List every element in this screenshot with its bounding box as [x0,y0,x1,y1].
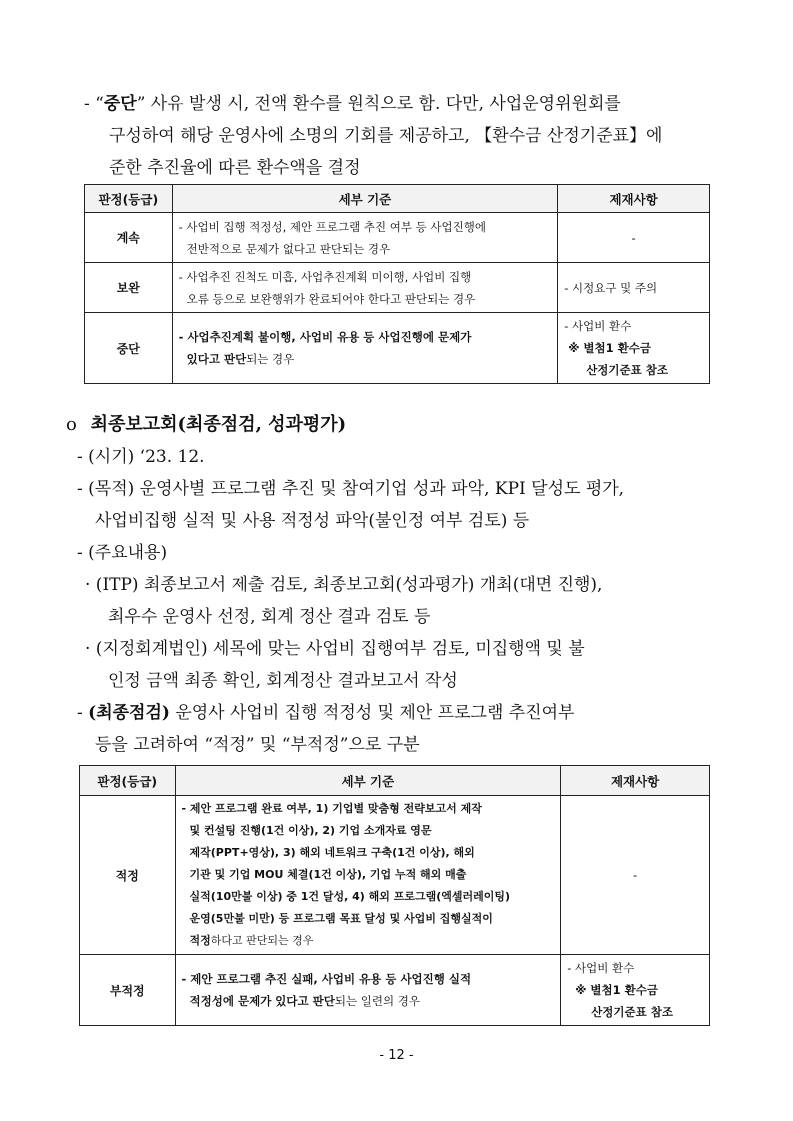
table-row [85,263,710,313]
header-sanction: 제재사항 [561,766,710,796]
grade-cell: 중단 [85,313,173,384]
header-grade: 판정(등급) [80,766,176,796]
accounting-line-2: 인정 금액 최종 확인, 회계정산 결과보고서 작성 [108,671,458,691]
section-bullet: o [66,414,77,435]
header-grade: 판정(등급) [85,185,173,213]
final-check-line-1: - (최종점검) 운영사 사업비 집행 적정성 및 제안 프로그램 추진여부 [77,703,575,723]
grade-table-1-header [85,185,710,213]
header-sanction: 제재사항 [558,185,710,213]
criteria-cell: - 사업추진계획 불이행, 사업비 유용 등 사업진행에 문제가 있다고 판단되는 경우 [172,313,558,384]
page-number: - 12 - [379,1048,414,1063]
table-row [80,955,710,1026]
grade-cell: 계속 [85,213,173,263]
accounting-line-1: · (지정회계법인) 세목에 맞는 사업비 집행여부 검토, 미집행액 및 불 [85,639,585,659]
final-check-line-2: 등을 고려하여 “적정” 및 “부적정”으로 구분 [95,735,420,755]
sanction-cell: - [558,213,710,263]
itp-line-1: · (ITP) 최종보고서 제출 검토, 최종보고회(성과평가) 개최(대면 진행), [85,575,603,595]
intro-line-2: 구성하여 해당 운영사에 소명의 기회를 제공하고, 【환수금 산정기준표】에 [109,126,663,146]
sanction-cell: - 사업비 환수 ※ 별첨1 환수금 산정기준표 참조 [561,955,710,1026]
content-line: - (주요내용) [77,543,168,563]
itp-line-2: 최우수 운영사 선정, 회계 정산 결과 검토 등 [108,607,431,627]
section-heading [66,414,346,436]
header-criteria: 세부 기준 [175,766,561,796]
sanction-cell: - 사업비 환수 ※ 별첨1 환수금 산정기준표 참조 [558,313,710,384]
criteria-cell: - 제안 프로그램 완료 여부, 1) 기업별 맞춤형 전략보고서 제작 및 컨설팅 진행(1건 이상), 2) 기업 소개자료 영문 제작(PPT+영상), 3) 해외 네트워크 구축(1건 이상), 해외 기관 및 기업 MOU 체결(1건 이상), 기업 누적 해외 매출 실적(10만불 이상) 중 1건 달성, 4) 해외 프로그램(엑셀러레이팅) 운영(5만불 미만) 등 프로그램 목표 달성 및 사업비 집행실적이 적정하다고 판단되는 경우 [175,796,561,955]
grade-table-2-header [80,766,710,796]
intro-line-3: 준한 추진율에 따른 환수액을 결정 [109,158,361,178]
purpose-line-1: - (목적) 운영사별 프로그램 추진 및 참여기업 성과 파악, KPI 달성도 평가, [77,479,625,499]
intro-stop-keyword: 중단 [103,94,137,114]
timing-line: - (시기) ‘23. 12. [77,447,205,467]
grade-table-2 [79,765,710,1026]
intro-line-1: - “중단” 사유 발생 시, 전액 환수를 원칙으로 함. 다만, 사업운영위원회를 [84,94,621,114]
criteria-cell: - 사업비 집행 적정성, 제안 프로그램 추진 여부 등 사업진행에 전반적으로 문제가 없다고 판단되는 경우 [172,213,558,263]
grade-cell: 부적정 [80,955,176,1026]
grade-cell: 보완 [85,263,173,313]
table-row [85,313,710,384]
sanction-cell: - 시정요구 및 주의 [558,263,710,313]
sanction-cell: - [561,796,710,955]
table-row [85,213,710,263]
final-check-keyword: (최종점검) [88,703,170,723]
purpose-line-2: 사업비집행 실적 및 사용 적정성 파악(불인정 여부 검토) 등 [95,511,530,531]
criteria-cell: - 사업추진 진척도 미흡, 사업추진계획 미이행, 사업비 집행 오류 등으로 보완행위가 완료되어야 한다고 판단되는 경우 [172,263,558,313]
table-row [80,796,710,955]
grade-table-1 [84,184,710,384]
criteria-cell: - 제안 프로그램 추진 실패, 사업비 유용 등 사업진행 실적 적정성에 문제가 있다고 판단되는 일련의 경우 [175,955,561,1026]
section-title: 최종보고회(최종점검, 성과평가) [90,414,347,435]
grade-cell: 적정 [80,796,176,955]
header-criteria: 세부 기준 [172,185,558,213]
